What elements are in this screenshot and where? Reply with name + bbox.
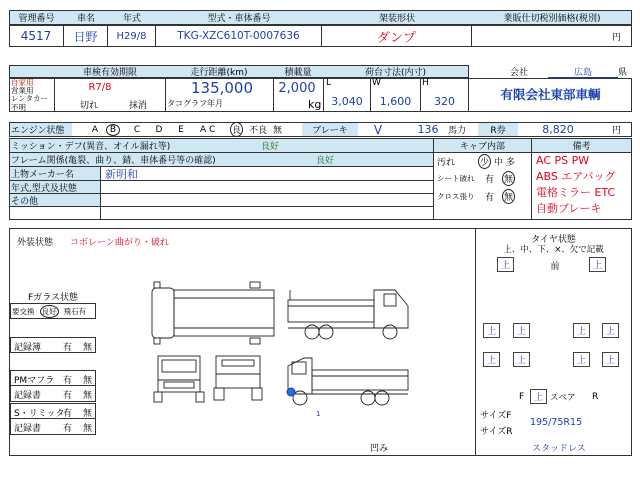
brake-label: ブレーキ: [302, 123, 358, 136]
check-label: 記録書: [14, 391, 42, 401]
sonota-label: その他: [10, 194, 100, 206]
price-value: 円: [612, 33, 622, 43]
tire-r1: 上: [483, 323, 500, 338]
fglass-ryoko: 良好: [41, 306, 57, 316]
grade-E: E: [178, 124, 184, 135]
katashiki-label: 型式・車体番号: [207, 14, 271, 24]
r-value: 8,820: [542, 123, 574, 136]
tire-r6: 上: [513, 352, 530, 367]
ac-ryou: 良: [230, 122, 243, 137]
tire-label: タイヤ状態: [531, 234, 576, 245]
sizeR-label: サイズR: [480, 426, 513, 437]
check-mu: 無: [83, 343, 93, 353]
shamei-label: 車名: [76, 14, 95, 24]
bikou-list: [536, 153, 615, 217]
cabin-label: キャブ内部: [434, 139, 531, 152]
sobi-label: 架装形状: [378, 14, 415, 24]
tire-front: 前: [550, 261, 560, 272]
kire: 切れ: [80, 101, 99, 111]
cloth-label: クロス張り: [437, 191, 475, 201]
masshou: 抹消: [129, 101, 148, 111]
seat-ari: 有: [485, 174, 495, 185]
tire-sub: 上、中、下、×、欠で記載: [503, 245, 604, 255]
dent-code: 1: [316, 410, 321, 418]
fglass-opts: [12, 303, 86, 319]
truck-top-view: [152, 282, 274, 344]
seat-opts: [485, 172, 515, 184]
check-kirokubo: [10, 337, 96, 353]
fglass-kokan: 要交換: [12, 306, 35, 316]
yogore-label: 汚れ: [437, 157, 456, 168]
fumei: 不明: [11, 102, 26, 112]
L-value: 3,040: [331, 94, 363, 108]
sekisai-label: 積載量: [284, 68, 312, 78]
ac-label: A C: [200, 124, 216, 135]
H-label: H: [422, 78, 429, 88]
truck-rear-view: [214, 356, 262, 400]
W-label: W: [372, 78, 381, 88]
tire-r8: 上: [602, 352, 619, 367]
company-value: 有限会社東部車輌: [500, 87, 601, 102]
tire-spare: 上: [530, 389, 547, 404]
hiroshima-value: 広島: [573, 67, 592, 78]
hp-value: 136: [417, 123, 439, 136]
jikayou: 自家用: [11, 78, 34, 87]
eigyou: 営業用: [11, 86, 34, 96]
check-pm: [10, 370, 96, 386]
bikou-line: ABS エアバッグ: [536, 170, 616, 183]
spare-F: F: [519, 392, 525, 402]
sekisai-value: 2,000: [278, 80, 316, 96]
mission-value: 良好: [240, 139, 300, 152]
fglass-label: Fガラス状態: [28, 292, 78, 303]
check-kirokusho1: [10, 386, 96, 402]
exterior-label: 外装状態: [17, 238, 54, 248]
cloth-mu: 無: [502, 189, 515, 204]
tire-fr: 上: [589, 257, 606, 272]
kanri-label: 管理番号: [18, 14, 55, 24]
check-mu: 無: [83, 376, 93, 386]
tire-r5: 上: [483, 352, 500, 367]
mission-label: ミッション・デフ(異音、オイル漏れ等): [10, 139, 433, 152]
grade-D: D: [155, 124, 163, 135]
check-label: 記録簿: [14, 343, 42, 353]
ac-nashi: 無: [273, 126, 283, 136]
tire-r4: 上: [602, 323, 619, 338]
shaken-label: 車検有効期限: [82, 68, 137, 78]
truck-side-view-2: [288, 358, 408, 405]
W-value: 1,600: [379, 94, 412, 108]
bikou-line: 電格ミラー ETC: [536, 186, 616, 199]
sobi-value: ダンプ: [322, 25, 472, 47]
check-ari: 有: [63, 343, 73, 353]
kanri-value: 4517: [9, 25, 64, 47]
seat-label: シート破れ: [437, 173, 475, 183]
check-ari: 有: [63, 391, 73, 401]
use-type: [9, 78, 55, 112]
shamei-value: 日野: [64, 25, 108, 47]
tacho: タコグラフ年月: [167, 99, 223, 108]
tire-fl: 上: [497, 257, 514, 272]
kaisha-label: 会社: [510, 68, 529, 78]
seat-mu: 無: [502, 171, 515, 186]
r-en: 円: [612, 126, 622, 136]
check-label: S・リミッタ: [14, 409, 65, 419]
katashiki-value: TKG-XZC610T-0007636: [156, 25, 322, 47]
exterior-value: コボレーン曲がり・破れ: [70, 238, 169, 248]
nidai-label: 荷台寸法(内寸): [364, 68, 427, 78]
L-label: L: [326, 78, 332, 88]
check-ari: 有: [63, 376, 73, 386]
yogore-chu: 中: [494, 157, 504, 168]
check-mu: 無: [83, 391, 93, 401]
check-mu: 無: [83, 409, 93, 419]
bariki-label: 馬力: [448, 126, 467, 136]
truck-diagram: [140, 270, 440, 430]
ken-label: 県: [618, 68, 628, 78]
shaken-value: R7/8: [88, 81, 112, 93]
check-ari: 有: [63, 409, 73, 419]
tire-r2: 上: [513, 323, 530, 338]
brake-value: V: [373, 122, 383, 137]
check-slimit: [10, 403, 96, 419]
dent-mark: [287, 388, 295, 396]
price-label: 業販仕切税別価格(税別): [503, 14, 601, 24]
yogore-sho: 少: [478, 154, 491, 169]
tire-r7: 上: [573, 352, 590, 367]
yogore-opts: [478, 155, 515, 167]
cloth-opts: [485, 190, 515, 202]
yogore-ta: 多: [506, 157, 516, 168]
bikou-line: AC PS PW: [536, 154, 590, 167]
frame-value: 良好: [295, 153, 355, 166]
kyori-label: 走行距離(km): [190, 68, 248, 78]
bikou-label: 備考: [532, 139, 631, 152]
r-label: R券: [478, 123, 518, 136]
grade-B: B: [106, 124, 120, 136]
kg-label: kg: [308, 98, 322, 111]
fglass-tobiishi: 飛石有: [63, 306, 86, 316]
check-kirokusho2: [10, 419, 96, 435]
ac-state: [230, 122, 282, 137]
truck-front-view: [154, 356, 204, 402]
dent-label: 凹み: [370, 444, 389, 454]
rental: レンタカー: [11, 94, 49, 104]
ac-furyo: 不良: [249, 126, 268, 136]
truck-side-view: [288, 290, 408, 339]
check-label: 記録書: [14, 424, 42, 434]
engine-label: エンジン状態: [10, 123, 72, 136]
engine-grades: [84, 122, 192, 137]
check-ari: 有: [63, 424, 73, 434]
maker-label: 上物メーカー名: [10, 167, 100, 180]
grade-C: C: [133, 124, 141, 135]
bikou-line: 自動ブレーキ: [536, 202, 602, 215]
grade-A: A: [91, 124, 99, 135]
tire-r3: 上: [573, 323, 590, 338]
spare-R: R: [592, 392, 599, 402]
H-value: 320: [434, 94, 455, 108]
cloth-ari: 有: [485, 192, 495, 203]
check-label: PMマフラ: [14, 376, 55, 386]
frame-label: フレーム関係(亀裂、曲り、錆、車体番号等の確認): [10, 153, 433, 166]
sizeF-label: サイズF: [480, 410, 512, 421]
check-mu: 無: [83, 424, 93, 434]
kyori-value: 135,000: [190, 79, 254, 97]
nenshiki-value: H29/8: [108, 25, 156, 47]
nenshiki-label: 年式: [122, 14, 141, 24]
spare-label: スペア: [550, 393, 576, 403]
studless-label: スタッドレス: [532, 443, 586, 454]
katashiki-state-label: 年式,型式及状態: [10, 181, 100, 193]
maker-value: 新明和: [105, 167, 138, 181]
sizeF-value: 195/75R15: [530, 416, 583, 428]
